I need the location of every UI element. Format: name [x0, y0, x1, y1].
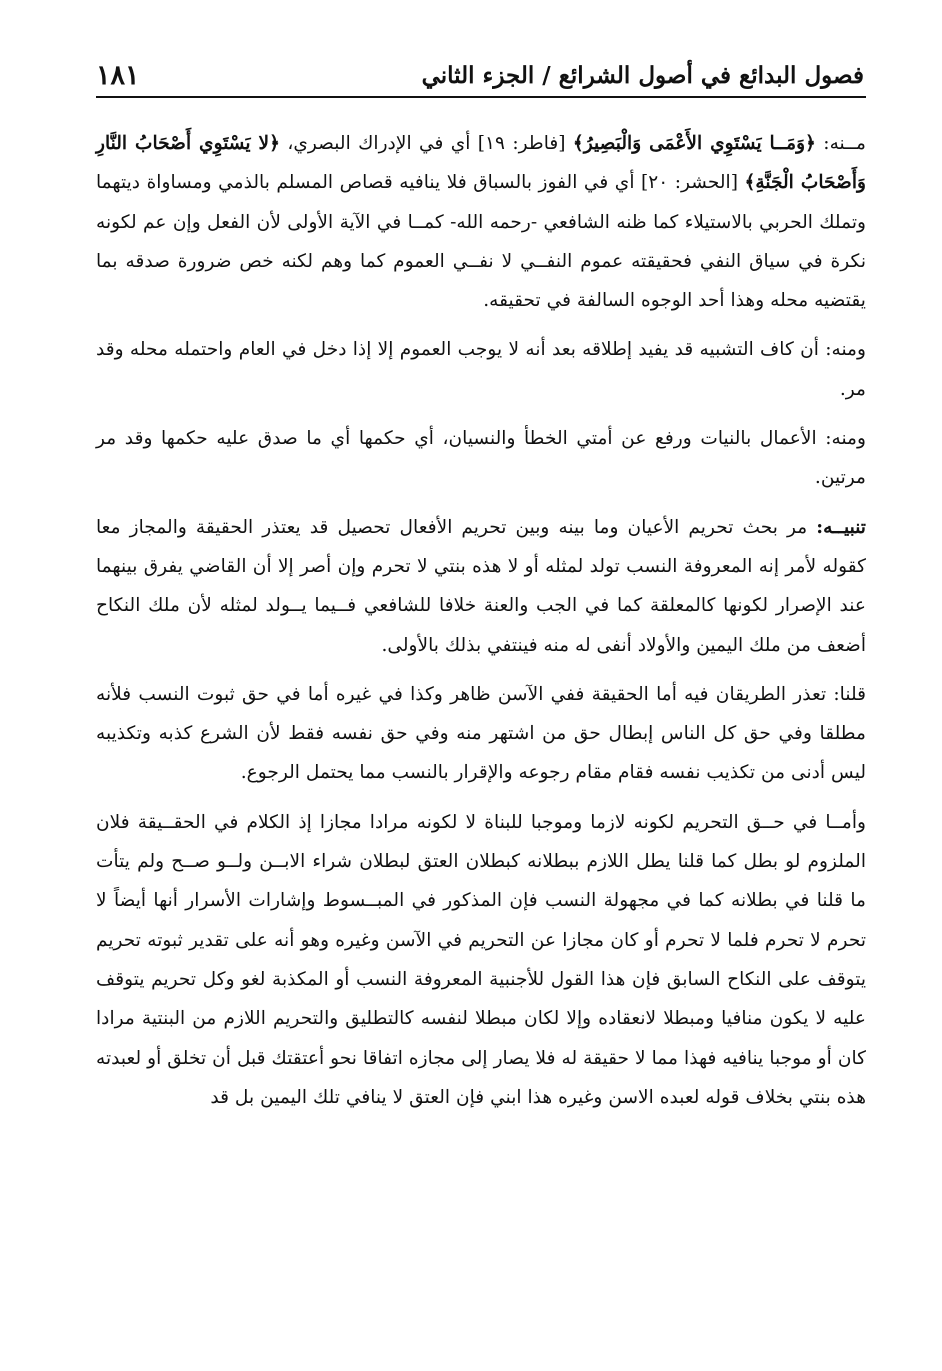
paragraph-2: ومنه: أن كاف التشبيه قد يفيد إطلاقه بعد أنه لا يوجب العموم إلا إذا دخل في العام واحتمله محله وقد مر.	[96, 339, 866, 400]
paragraph-1-lead: مــنه:	[815, 133, 867, 154]
paragraph-1-text-a: [فاطر: ١٩] أي في الإدراك البصري،	[280, 133, 573, 154]
paragraph-1	[96, 124, 866, 330]
note-label: تنبيــه:	[816, 516, 866, 538]
page-number: ١٨١	[96, 60, 140, 91]
quran-quote-1: ﴿وَمَــا يَسْتَوِي الأَعْمَى وَالْبَصِيرُ﴾	[572, 133, 816, 154]
paragraph-3: ومنه: الأعمال بالنيات ورفع عن أمتي الخطأ والنسيان، أي حكمها أي ما صدق عليه حكمها وقد مر مرتين.	[96, 428, 866, 489]
book-title: فصول البدائع في أصول الشرائع / الجزء الثاني	[421, 62, 864, 89]
body-text	[96, 124, 866, 1127]
paragraph-4-text: مر بحث تحريم الأعيان وما بينه وبين تحريم الأفعال تحصيل قد يعتذر الحقيقة والمجاز معا كقوله لأمر إنه المعروفة النسب تولد لمثله أو لا هذه بنتي لا تحرم وإن أصر إلا أن القاضي يفرق بينهما عند الإصرار لكونها كالمعلقة كما في الجب والعنة خلافا للشافعي فــيما يــولد لمثله لأن ملك النكاح أضعف من ملك اليمين والأولاد أنفى له منه فينتفي بذلك بالأولى.	[96, 516, 866, 656]
paragraph-5: قلنا: تعذر الطريقان فيه أما الحقيقة ففي الآسن ظاهر وكذا في غيره أما في حق ثبوت النسب فلأنه مطلقا وفي حق كل الناس إبطال حق من اشتهر منه وفي حق نفسه فقط لأن الشرع كذبه وتكذيبه ليس أدنى من تكذيب نفسه فقام مقام رجوعه والإقرار بالنسب مما يحتمل الرجوع.	[96, 683, 866, 784]
quran-quote-2: ﴿لا يَسْتَوِي أَصْحَابُ النَّارِ وَأَصْحَابُ الْجَنَّةِ﴾	[96, 133, 866, 194]
paragraph-4	[96, 508, 866, 675]
book-page	[96, 56, 866, 1346]
running-header	[96, 56, 866, 98]
paragraph-6: وأمــا في حــق التحريم لكونه لازما وموجبا للبناة لا لكونه مرادا مجازا إذ الكلام في الحقــيقة فلان الملزوم لو بطل كما قلنا يطل اللازم ببطلانه كبطلان العتق لبطلان شراء الابــن ولــو صــح ولم يتأت ما قلنا في بطلانه كما في مجهولة النسب فإن المذكور في المبــسوط وإشارات الأسرار أنها أيضاً لا تحرم لا تحرم فلما لا تحرم أو كان مجازا عن التحريم في الآسن وغيره وهو أنه على تقدير ثبوته تحريم يتوقف على النكاح السابق فإن هذا القول للأجنبية المعروفة النسب أو المكذبة لغو وكل تحريم يتوقف عليه لا يكون منافيا ومبطلا لانعقاده وإلا لكان مبطلا لنفسه كالتطليق والتحريم اللازم من البنتية مرادا كان أو موجبا ينافيه فهذا مما لا حقيقة له فلا يصار إلى مجازه اتفاقا نحو أعتقتك قبل أن تخلق أو لعبدته هذه بنتي بخلاف قوله لعبده الاسن وغيره هذا ابني فإن العتق لا ينافي تلك اليمين بل قد	[96, 811, 866, 1108]
paragraph-1-text-b: [الحشر: ٢٠] أي في الفوز بالسباق فلا ينافيه قصاص المسلم بالذمي ومساواة ديتهما وتملك الحربي بالاستيلاء كما ظنه الشافعي -رحمه الله- كمــا في الآية الأولى لأن الفعل وإن عم لكونه نكرة في سياق النفي فحقيقته عموم النفــي لا نفــي العموم كما وهم لكنه خص ضرورة صدقه بما يقتضيه محله وهذا أحد الوجوه السالفة في تحقيقه.	[96, 172, 866, 312]
